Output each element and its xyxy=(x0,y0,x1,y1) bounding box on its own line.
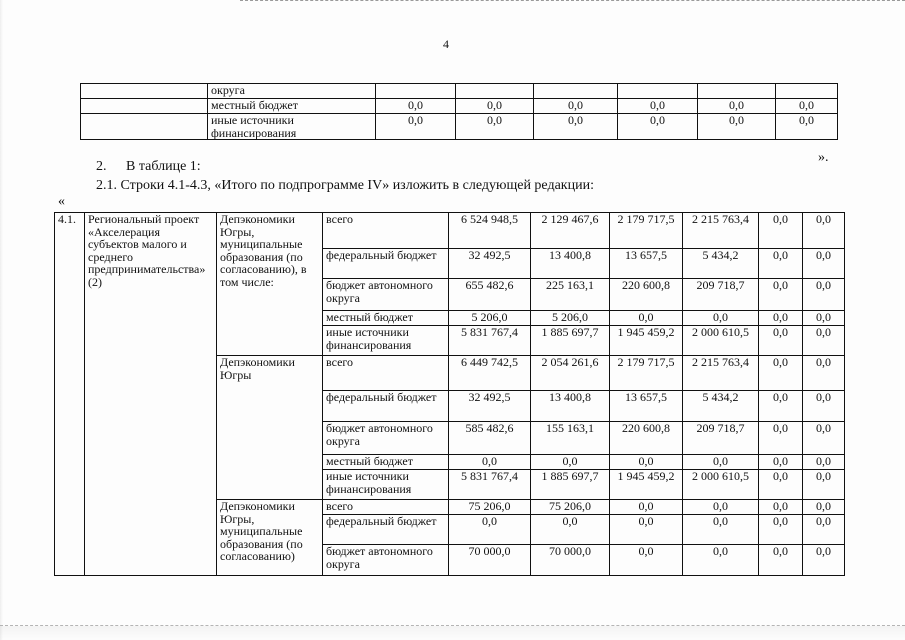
value-cell: 0,0 xyxy=(803,391,845,422)
value-cell: 585 482,6 xyxy=(449,422,531,455)
row-label: местный бюджет xyxy=(208,99,376,114)
value-cell: 0,0 xyxy=(776,114,838,140)
scan-artifact-top xyxy=(240,0,905,4)
funding-source: федеральный бюджет xyxy=(323,249,449,279)
value-cell: 70 000,0 xyxy=(531,545,610,576)
value-cell: 0,0 xyxy=(759,470,803,500)
value-cell: 75 206,0 xyxy=(531,500,610,515)
value-cell xyxy=(618,84,698,99)
value-cell: 1 945 459,2 xyxy=(610,470,683,500)
value-cell: 5 831 767,4 xyxy=(449,470,531,500)
value-cell: 0,0 xyxy=(803,311,845,326)
value-cell: 0,0 xyxy=(610,311,683,326)
value-cell: 0,0 xyxy=(803,515,845,545)
value-cell: 0,0 xyxy=(759,326,803,356)
value-cell: 2 000 610,5 xyxy=(683,470,759,500)
value-cell: 0,0 xyxy=(683,500,759,515)
funding-source: местный бюджет xyxy=(323,311,449,326)
item-2-number: 2. xyxy=(96,159,107,174)
continuation-table-body xyxy=(81,84,838,140)
value-cell: 0,0 xyxy=(456,99,534,114)
value-cell: 5 206,0 xyxy=(531,311,610,326)
value-cell xyxy=(698,84,776,99)
subprogram-table-body xyxy=(55,213,845,576)
value-cell: 209 718,7 xyxy=(683,279,759,311)
value-cell: 0,0 xyxy=(803,356,845,391)
table-row xyxy=(55,213,845,249)
value-cell: 13 657,5 xyxy=(610,391,683,422)
value-cell: 220 600,8 xyxy=(610,279,683,311)
value-cell: 0,0 xyxy=(610,455,683,470)
value-cell: 75 206,0 xyxy=(449,500,531,515)
value-cell: 2 215 763,4 xyxy=(683,356,759,391)
value-cell: 0,0 xyxy=(759,356,803,391)
value-cell: 0,0 xyxy=(683,545,759,576)
value-cell: 220 600,8 xyxy=(610,422,683,455)
value-cell: 0,0 xyxy=(376,114,456,140)
value-cell: 0,0 xyxy=(759,500,803,515)
value-cell: 0,0 xyxy=(449,455,531,470)
scan-artifact-left xyxy=(0,0,3,640)
value-cell: 0,0 xyxy=(376,99,456,114)
value-cell: 0,0 xyxy=(531,455,610,470)
value-cell: 0,0 xyxy=(449,515,531,545)
empty-cell xyxy=(81,84,208,99)
value-cell: 0,0 xyxy=(534,99,618,114)
value-cell: 0,0 xyxy=(776,99,838,114)
value-cell: 0,0 xyxy=(698,114,776,140)
value-cell: 0,0 xyxy=(759,279,803,311)
value-cell: 2 215 763,4 xyxy=(683,213,759,249)
executor: Депэкономики Югры, муниципальные образования (по согласованию) xyxy=(217,500,323,576)
value-cell: 0,0 xyxy=(456,114,534,140)
value-cell: 0,0 xyxy=(683,311,759,326)
value-cell: 0,0 xyxy=(803,422,845,455)
value-cell: 6 524 948,5 xyxy=(449,213,531,249)
funding-source: бюджет автономного округа xyxy=(323,422,449,455)
value-cell: 2 000 610,5 xyxy=(683,326,759,356)
value-cell: 0,0 xyxy=(534,114,618,140)
closing-quote: ». xyxy=(818,150,829,165)
value-cell: 0,0 xyxy=(531,515,610,545)
value-cell: 0,0 xyxy=(610,545,683,576)
funding-source: всего xyxy=(323,500,449,515)
value-cell: 225 163,1 xyxy=(531,279,610,311)
funding-source: федеральный бюджет xyxy=(323,515,449,545)
row-number: 4.1. xyxy=(55,213,85,576)
value-cell: 0,0 xyxy=(759,311,803,326)
row-label: округа xyxy=(208,84,376,99)
scan-artifact-bottom xyxy=(0,625,905,640)
value-cell: 0,0 xyxy=(803,213,845,249)
project-name: Региональный проект «Акселерация субъектов малого и среднего предпринимательства» (2) xyxy=(85,213,217,576)
value-cell: 1 885 697,7 xyxy=(531,470,610,500)
value-cell: 155 163,1 xyxy=(531,422,610,455)
value-cell: 0,0 xyxy=(803,545,845,576)
value-cell: 0,0 xyxy=(803,249,845,279)
value-cell: 5 434,2 xyxy=(683,249,759,279)
item-2-text: В таблице 1: xyxy=(126,159,201,174)
funding-source: бюджет автономного округа xyxy=(323,279,449,311)
value-cell: 0,0 xyxy=(803,470,845,500)
value-cell: 2 129 467,6 xyxy=(531,213,610,249)
value-cell: 0,0 xyxy=(759,249,803,279)
value-cell: 0,0 xyxy=(618,99,698,114)
page-number: 4 xyxy=(443,37,449,51)
value-cell: 5 434,2 xyxy=(683,391,759,422)
value-cell: 13 657,5 xyxy=(610,249,683,279)
funding-source: иные источники финансирования xyxy=(323,470,449,500)
funding-source: всего xyxy=(323,356,449,391)
value-cell: 2 054 261,6 xyxy=(531,356,610,391)
value-cell: 0,0 xyxy=(618,114,698,140)
value-cell: 0,0 xyxy=(759,422,803,455)
value-cell: 2 179 717,5 xyxy=(610,213,683,249)
value-cell: 1 945 459,2 xyxy=(610,326,683,356)
value-cell: 0,0 xyxy=(759,455,803,470)
table-row xyxy=(81,84,838,99)
value-cell: 6 449 742,5 xyxy=(449,356,531,391)
value-cell: 0,0 xyxy=(759,213,803,249)
subprogram-table xyxy=(54,212,845,576)
empty-cell xyxy=(81,99,208,114)
value-cell: 1 885 697,7 xyxy=(531,326,610,356)
value-cell xyxy=(776,84,838,99)
table-row xyxy=(81,114,838,140)
value-cell: 0,0 xyxy=(803,279,845,311)
value-cell: 13 400,8 xyxy=(531,249,610,279)
value-cell: 0,0 xyxy=(803,455,845,470)
empty-cell xyxy=(81,114,208,140)
value-cell xyxy=(534,84,618,99)
table-row xyxy=(81,99,838,114)
continuation-table xyxy=(80,83,838,140)
value-cell: 0,0 xyxy=(759,515,803,545)
value-cell: 2 179 717,5 xyxy=(610,356,683,391)
executor: Депэкономики Югры xyxy=(217,356,323,500)
value-cell: 13 400,8 xyxy=(531,391,610,422)
value-cell: 70 000,0 xyxy=(449,545,531,576)
value-cell xyxy=(376,84,456,99)
value-cell: 209 718,7 xyxy=(683,422,759,455)
row-label: иные источники финансирования xyxy=(208,114,376,140)
value-cell: 32 492,5 xyxy=(449,391,531,422)
value-cell: 0,0 xyxy=(803,500,845,515)
value-cell: 0,0 xyxy=(683,515,759,545)
value-cell: 0,0 xyxy=(610,500,683,515)
executor: Депэкономики Югры, муниципальные образования (по согласованию), в том числе: xyxy=(217,213,323,356)
value-cell: 32 492,5 xyxy=(449,249,531,279)
funding-source: всего xyxy=(323,213,449,249)
value-cell: 0,0 xyxy=(759,391,803,422)
value-cell: 0,0 xyxy=(803,326,845,356)
value-cell: 655 482,6 xyxy=(449,279,531,311)
value-cell: 0,0 xyxy=(610,515,683,545)
item-2-1-text: 2.1. Строки 4.1-4.3, «Итого по подпрограмме IV» изложить в следующей редакции: xyxy=(96,178,594,193)
funding-source: бюджет автономного округа xyxy=(323,545,449,576)
funding-source: иные источники финансирования xyxy=(323,326,449,356)
opening-quote: « xyxy=(58,194,65,209)
value-cell: 5 206,0 xyxy=(449,311,531,326)
funding-source: федеральный бюджет xyxy=(323,391,449,422)
value-cell: 0,0 xyxy=(759,545,803,576)
value-cell: 0,0 xyxy=(698,99,776,114)
value-cell: 0,0 xyxy=(683,455,759,470)
value-cell xyxy=(456,84,534,99)
funding-source: местный бюджет xyxy=(323,455,449,470)
value-cell: 5 831 767,4 xyxy=(449,326,531,356)
